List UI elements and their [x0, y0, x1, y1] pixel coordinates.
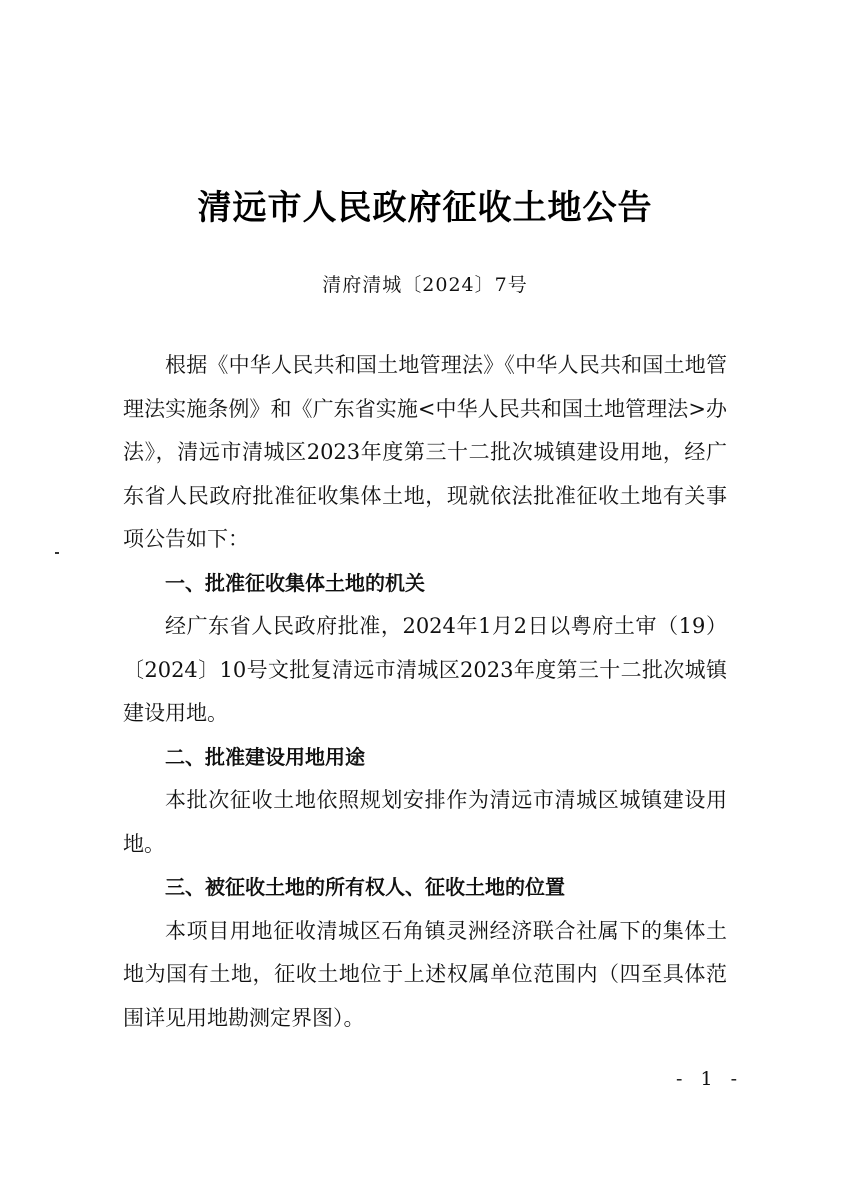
- document-body: [123, 344, 727, 1040]
- paragraph-section-1: 经广东省人民政府批准，2024年1月2日以粤府土审（19）〔2024〕10号文批复清远市清城区2023年度第三十二批次城镇建设用地。: [123, 614, 727, 725]
- scan-mark: [55, 552, 59, 554]
- section-heading-2: 二、批准建设用地用途: [165, 744, 365, 769]
- section-heading-3: 三、被征收土地的所有权人、征收土地的位置: [165, 875, 565, 899]
- page-number: - 1 -: [676, 1068, 744, 1090]
- document-number: 清府清城〔2024〕7号: [322, 274, 528, 296]
- section-heading-1: 一、批准征收集体土地的机关: [165, 570, 425, 595]
- paragraph-section-3: 本项目用地征收清城区石角镇灵洲经济联合社属下的集体土地为国有土地，征收土地位于上述权属单位范围内（四至具体范围详见用地勘测定界图）。: [123, 918, 727, 1030]
- paragraph-intro: 根据《中华人民共和国土地管理法》《中华人民共和国土地管理法实施条例》和《广东省实施<中华人民共和国土地管理法>办法》，清远市清城区2023年度第三十二批次城镇建设用地，经广东省人民政府批准征收集体土地，现就依法批准征收土地有关事项公告如下：: [123, 353, 727, 551]
- paragraph-section-2: 本批次征收土地依照规划安排作为清远市清城区城镇建设用地。: [123, 788, 727, 856]
- document-title: 清远市人民政府征收土地公告: [197, 188, 653, 228]
